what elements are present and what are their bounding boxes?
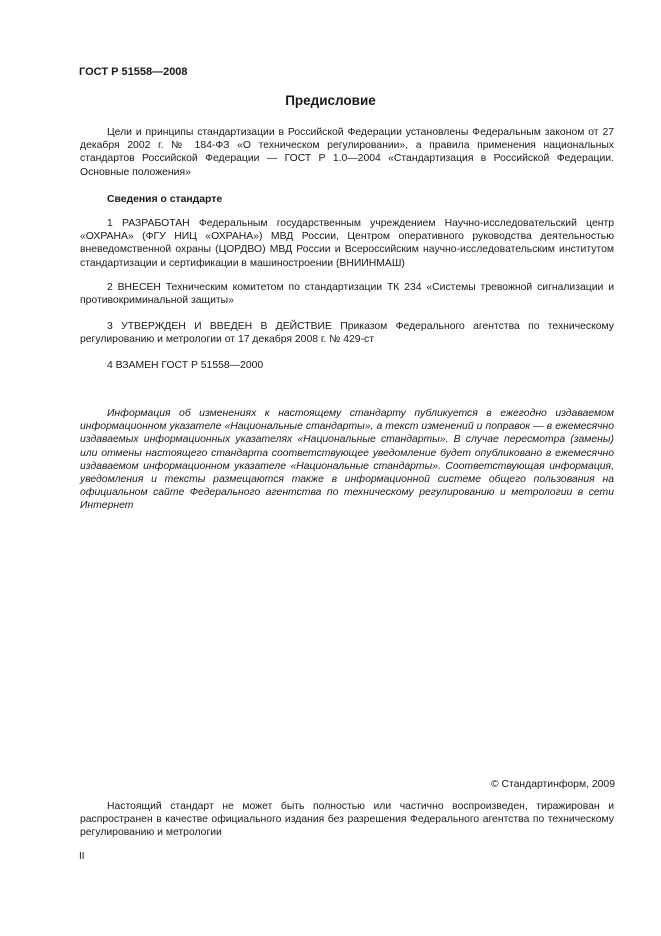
section-heading: Сведения о стандарте [107,194,223,205]
info-notice: Информация об изменениях к настоящему стандарту публикуется в ежегодно издаваемом информационном указателе «Национальные стандарты», а текст изменений и поправок — в ежемесячно издаваемых информационных указателях «Национальные стандарты». В случае пересмотра (замены) или отмены настоящего стандарта соответствующее уведомление будет опубликовано в ежемесячно издаваемом информационном указателе «Национальные стандарты». Соответствующая информация, уведомления и тексты размещаются также в информационной системе общего пользования на официальном сайте Федерального агентства по техническому регулированию и метрологии в сети Интернет [80,408,614,512]
item-introduced: 2 ВНЕСЕН Техническим комитетом по стандартизации ТК 234 «Системы тревожной сигнализации и противокриминальной защиты» [80,282,614,307]
item-replaces: 4 ВЗАМЕН ГОСТ Р 51558—2000 [107,360,264,371]
copyright: © Стандартинформ, 2009 [490,779,615,790]
page-number: II [79,851,85,862]
item-developed: 1 РАЗРАБОТАН Федеральным государственным учреждением Научно-исследовательский центр «ОХРАНА» (ФГУ НИЦ «ОХРАНА») МВД России, Центром оперативного руководства деятельностью вневедомственной охраны (ЦОРДВО) МВД России и Всероссийским научно-исследовательским институтом стандартизации и сертификации в машиностроении (ВНИИНМАШ) [80,218,614,269]
reproduction-notice: Настоящий стандарт не может быть полностью или частично воспроизведен, тиражирован и распространен в качестве официального издания без разрешения Федерального агентства по техническому регулированию и метрологии [80,801,614,839]
page-title: Предисловие [285,93,376,108]
item-approved: 3 УТВЕРЖДЕН И ВВЕДЕН В ДЕЙСТВИЕ Приказом Федерального агентства по техническому регулированию и метрологии от 17 декабря 2008 г. № 429-ст [80,321,614,346]
intro-paragraph: Цели и принципы стандартизации в Российской Федерации установлены Федеральным законом от 27 декабря 2002 г. № 184-ФЗ «О техническом регулировании», а правила применения национальных стандартов Российской Федерации — ГОСТ Р 1.0—2004 «Стандартизация в Российской Федерации. Основные положения» [80,127,614,178]
standard-code: ГОСТ Р 51558—2008 [79,66,188,78]
